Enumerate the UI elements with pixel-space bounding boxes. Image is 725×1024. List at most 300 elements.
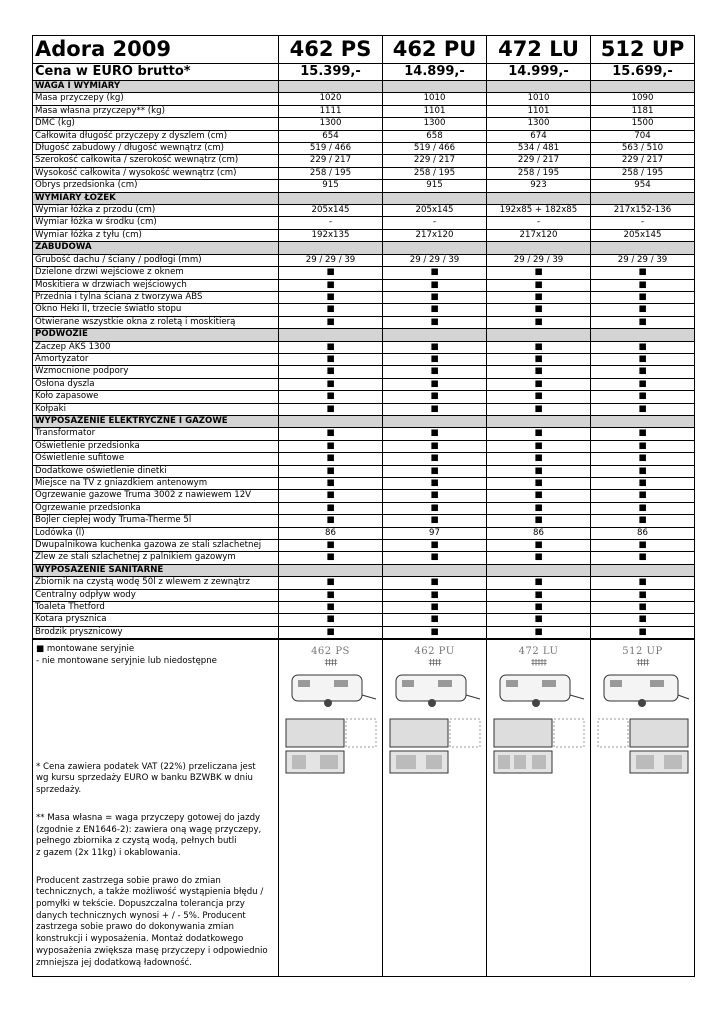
table-row bbox=[33, 167, 695, 179]
section-header-blank bbox=[487, 564, 591, 576]
standard-equipment-mark: ■ bbox=[383, 552, 487, 564]
standard-equipment-mark: ■ bbox=[383, 279, 487, 291]
table-row bbox=[33, 105, 695, 117]
standard-equipment-mark: ■ bbox=[279, 614, 383, 626]
row-value: 519 / 466 bbox=[279, 143, 383, 155]
persons-icon: ‡‡‡‡‡ bbox=[531, 658, 546, 668]
standard-equipment-mark: ■ bbox=[591, 366, 695, 378]
standard-equipment-mark: ■ bbox=[591, 602, 695, 614]
standard-equipment-mark: ■ bbox=[487, 391, 591, 403]
row-label: Bojler ciepłej wody Truma-Therme 5l bbox=[33, 515, 279, 527]
table-row bbox=[33, 391, 695, 403]
table-row bbox=[33, 453, 695, 465]
layout-label: 472 LU bbox=[518, 646, 559, 658]
row-value: 229 / 217 bbox=[279, 155, 383, 167]
table-row bbox=[33, 465, 695, 477]
standard-equipment-mark: ■ bbox=[591, 515, 695, 527]
row-label: Toaleta Thetford bbox=[33, 602, 279, 614]
section-header-blank bbox=[383, 81, 487, 93]
standard-equipment-mark: ■ bbox=[279, 353, 383, 365]
row-label: Wzmocnione podpory bbox=[33, 366, 279, 378]
row-label: Amortyzator bbox=[33, 353, 279, 365]
row-value: 1020 bbox=[279, 93, 383, 105]
row-value: 258 / 195 bbox=[383, 167, 487, 179]
section-header-row bbox=[33, 81, 695, 93]
table-row bbox=[33, 304, 695, 316]
section-header-blank bbox=[279, 242, 383, 254]
standard-equipment-mark: ■ bbox=[383, 614, 487, 626]
standard-equipment-mark: ■ bbox=[383, 304, 487, 316]
row-value: 217x120 bbox=[383, 229, 487, 241]
section-header-blank bbox=[591, 242, 695, 254]
section-title: WYPOSAŻENIE ELEKTRYCZNE I GAZOWE bbox=[33, 415, 279, 427]
section-title: ZABUDOWA bbox=[33, 242, 279, 254]
standard-equipment-mark: ■ bbox=[279, 540, 383, 552]
row-value: 217x120 bbox=[487, 229, 591, 241]
standard-equipment-mark: ■ bbox=[279, 626, 383, 638]
row-value: 1181 bbox=[591, 105, 695, 117]
layout-cell-472lu bbox=[487, 640, 591, 977]
standard-equipment-mark: ■ bbox=[591, 614, 695, 626]
row-value: 1500 bbox=[591, 118, 695, 130]
section-header-blank bbox=[591, 192, 695, 204]
row-label: Zaczep AKS 1300 bbox=[33, 341, 279, 353]
section-header-row bbox=[33, 329, 695, 341]
standard-equipment-mark: ■ bbox=[279, 552, 383, 564]
row-value: 29 / 29 / 39 bbox=[591, 254, 695, 266]
section-header-blank bbox=[383, 415, 487, 427]
row-value: 258 / 195 bbox=[591, 167, 695, 179]
row-value: 29 / 29 / 39 bbox=[487, 254, 591, 266]
standard-equipment-mark: ■ bbox=[487, 502, 591, 514]
row-value: 258 / 195 bbox=[279, 167, 383, 179]
layout-label: 512 UP bbox=[622, 646, 663, 658]
standard-equipment-mark: ■ bbox=[591, 403, 695, 415]
row-label: Wymiar łóżka z przodu (cm) bbox=[33, 205, 279, 217]
standard-equipment-mark: ■ bbox=[487, 540, 591, 552]
standard-equipment-mark: ■ bbox=[487, 465, 591, 477]
persons-icon: ‡‡‡‡ bbox=[636, 658, 649, 668]
model-header-462ps: 462 PS bbox=[279, 36, 383, 64]
table-row bbox=[33, 291, 695, 303]
table-row bbox=[33, 143, 695, 155]
standard-equipment-mark: ■ bbox=[383, 341, 487, 353]
row-label: Oświetlenie sufitowe bbox=[33, 453, 279, 465]
section-header-blank bbox=[487, 329, 591, 341]
layout-cell-462pu bbox=[383, 640, 487, 977]
standard-equipment-mark: ■ bbox=[383, 478, 487, 490]
price-value: 14.999,- bbox=[487, 64, 591, 81]
table-row bbox=[33, 614, 695, 626]
row-label: Osłona dyszla bbox=[33, 378, 279, 390]
table-row bbox=[33, 490, 695, 502]
row-label: Koło zapasowe bbox=[33, 391, 279, 403]
standard-equipment-mark: ■ bbox=[383, 602, 487, 614]
standard-equipment-mark: ■ bbox=[487, 626, 591, 638]
standard-equipment-mark: ■ bbox=[487, 403, 591, 415]
row-label: Masa własna przyczepy** (kg) bbox=[33, 105, 279, 117]
standard-equipment-mark: ■ bbox=[279, 279, 383, 291]
standard-equipment-mark: ■ bbox=[487, 304, 591, 316]
row-label: Brodzik prysznicowy bbox=[33, 626, 279, 638]
row-value: 563 / 510 bbox=[591, 143, 695, 155]
row-label: Ogrzewanie przedsionka bbox=[33, 502, 279, 514]
row-label: Kotara prysznica bbox=[33, 614, 279, 626]
layout-label: 462 PS bbox=[311, 646, 350, 658]
row-value: 954 bbox=[591, 180, 695, 192]
table-row bbox=[33, 118, 695, 130]
table-row bbox=[33, 602, 695, 614]
row-value: 1090 bbox=[591, 93, 695, 105]
section-title: WAGA I WYMIARY bbox=[33, 81, 279, 93]
row-value: 534 / 481 bbox=[487, 143, 591, 155]
section-header-blank bbox=[487, 415, 591, 427]
row-label: Długość zabudowy / długość wewnątrz (cm) bbox=[33, 143, 279, 155]
standard-equipment-mark: ■ bbox=[591, 378, 695, 390]
row-value: 29 / 29 / 39 bbox=[279, 254, 383, 266]
caravan-floorplan-image bbox=[596, 667, 690, 777]
section-header-blank bbox=[487, 242, 591, 254]
layout-label: 462 PU bbox=[414, 646, 455, 658]
standard-equipment-mark: ■ bbox=[591, 440, 695, 452]
standard-equipment-mark: ■ bbox=[383, 403, 487, 415]
standard-equipment-mark: ■ bbox=[279, 478, 383, 490]
section-header-blank bbox=[383, 329, 487, 341]
standard-equipment-mark: ■ bbox=[383, 366, 487, 378]
row-label: Otwierane wszystkie okna z roletą i moskitierą bbox=[33, 316, 279, 328]
disclaimer-note: Producent zastrzega sobie prawo do zmian technicznych, a także możliwość wystąpienia błędu / pomyłki w tekście. Dopuszczalna tolerancja przy danych technicznych wynosi + / - 5%. Producent zastrzega sobie prawo do dokonywania zmian konstrukcji i wyposażenia. Montaż dodatkowego wyposażenia zwiększa masę przyczepy i odpowiednio zmniejsza jej dodatkową ładowność. bbox=[36, 875, 268, 968]
section-header-blank bbox=[279, 81, 383, 93]
table-row bbox=[33, 440, 695, 452]
row-value: 923 bbox=[487, 180, 591, 192]
table-row bbox=[33, 403, 695, 415]
table-row bbox=[33, 353, 695, 365]
standard-equipment-mark: ■ bbox=[591, 577, 695, 589]
row-label: DMC (kg) bbox=[33, 118, 279, 130]
standard-equipment-mark: ■ bbox=[591, 391, 695, 403]
row-value: 1101 bbox=[383, 105, 487, 117]
section-header-row bbox=[33, 242, 695, 254]
standard-equipment-mark: ■ bbox=[279, 602, 383, 614]
row-label: Miejsce na TV z gniazdkiem antenowym bbox=[33, 478, 279, 490]
standard-equipment-mark: ■ bbox=[591, 279, 695, 291]
standard-equipment-mark: ■ bbox=[279, 316, 383, 328]
row-value: 654 bbox=[279, 130, 383, 142]
standard-equipment-mark: ■ bbox=[487, 577, 591, 589]
section-title: WYPOSAŻENIE SANITARNE bbox=[33, 564, 279, 576]
table-row bbox=[33, 217, 695, 229]
row-value: 86 bbox=[279, 527, 383, 539]
section-title: WYMIARY ŁÓŻEK bbox=[33, 192, 279, 204]
notes-cell bbox=[33, 640, 279, 977]
standard-equipment-mark: ■ bbox=[487, 428, 591, 440]
table-row bbox=[33, 366, 695, 378]
table-row bbox=[33, 341, 695, 353]
standard-equipment-mark: ■ bbox=[487, 279, 591, 291]
standard-equipment-mark: ■ bbox=[487, 341, 591, 353]
row-label: Dwupalnikowa kuchenka gazowa ze stali szlachetnej bbox=[33, 540, 279, 552]
row-value: 86 bbox=[591, 527, 695, 539]
table-row bbox=[33, 130, 695, 142]
standard-equipment-mark: ■ bbox=[383, 502, 487, 514]
row-value: 205x145 bbox=[591, 229, 695, 241]
standard-equipment-mark: ■ bbox=[279, 465, 383, 477]
footer-table bbox=[32, 639, 695, 977]
standard-equipment-mark: ■ bbox=[383, 465, 487, 477]
standard-equipment-mark: ■ bbox=[591, 453, 695, 465]
section-header-row bbox=[33, 192, 695, 204]
section-header-blank bbox=[383, 564, 487, 576]
row-value: 1101 bbox=[487, 105, 591, 117]
model-header-472lu: 472 LU bbox=[487, 36, 591, 64]
spec-table bbox=[32, 35, 695, 639]
row-label: Wymiar łóżka w środku (cm) bbox=[33, 217, 279, 229]
table-row bbox=[33, 316, 695, 328]
standard-equipment-mark: ■ bbox=[487, 602, 591, 614]
standard-equipment-mark: ■ bbox=[383, 453, 487, 465]
standard-equipment-mark: ■ bbox=[279, 304, 383, 316]
row-value: 1010 bbox=[487, 93, 591, 105]
table-row bbox=[33, 478, 695, 490]
table-row bbox=[33, 229, 695, 241]
standard-equipment-mark: ■ bbox=[383, 626, 487, 638]
row-value: 229 / 217 bbox=[383, 155, 487, 167]
standard-equipment-mark: ■ bbox=[383, 577, 487, 589]
row-label: Transformator bbox=[33, 428, 279, 440]
standard-equipment-mark: ■ bbox=[383, 391, 487, 403]
standard-equipment-mark: ■ bbox=[591, 626, 695, 638]
row-label: Wysokość całkowita / wysokość wewnątrz (cm) bbox=[33, 167, 279, 179]
price-label: Cena w EURO brutto* bbox=[33, 64, 279, 81]
standard-equipment-mark: ■ bbox=[383, 540, 487, 552]
price-value: 14.899,- bbox=[383, 64, 487, 81]
section-header-row bbox=[33, 415, 695, 427]
standard-equipment-mark: ■ bbox=[279, 341, 383, 353]
caravan-floorplan-image bbox=[284, 667, 378, 777]
row-label: Wymiar łóżka z tyłu (cm) bbox=[33, 229, 279, 241]
table-row bbox=[33, 515, 695, 527]
standard-equipment-mark: ■ bbox=[279, 453, 383, 465]
table-row bbox=[33, 378, 695, 390]
table-row bbox=[33, 254, 695, 266]
persons-icon: ‡‡‡‡ bbox=[428, 658, 441, 668]
standard-equipment-mark: ■ bbox=[487, 453, 591, 465]
row-value: - bbox=[487, 217, 591, 229]
row-label: Centralny odpływ wody bbox=[33, 589, 279, 601]
standard-equipment-mark: ■ bbox=[279, 267, 383, 279]
row-value: 229 / 217 bbox=[487, 155, 591, 167]
row-value: 205x145 bbox=[383, 205, 487, 217]
standard-equipment-mark: ■ bbox=[591, 465, 695, 477]
standard-equipment-mark: ■ bbox=[487, 316, 591, 328]
row-value: 229 / 217 bbox=[591, 155, 695, 167]
row-value: 519 / 466 bbox=[383, 143, 487, 155]
standard-equipment-mark: ■ bbox=[279, 577, 383, 589]
table-row bbox=[33, 577, 695, 589]
standard-equipment-mark: ■ bbox=[591, 502, 695, 514]
model-header-512up: 512 UP bbox=[591, 36, 695, 64]
standard-equipment-mark: ■ bbox=[487, 267, 591, 279]
row-label: Masa przyczepy (kg) bbox=[33, 93, 279, 105]
standard-equipment-mark: ■ bbox=[279, 378, 383, 390]
row-label: Oświetlenie przedsionka bbox=[33, 440, 279, 452]
standard-equipment-mark: ■ bbox=[591, 428, 695, 440]
standard-equipment-mark: ■ bbox=[487, 440, 591, 452]
standard-equipment-mark: ■ bbox=[383, 490, 487, 502]
standard-equipment-mark: ■ bbox=[279, 440, 383, 452]
section-header-blank bbox=[279, 564, 383, 576]
standard-equipment-mark: ■ bbox=[383, 589, 487, 601]
row-value: 915 bbox=[279, 180, 383, 192]
section-header-blank bbox=[487, 81, 591, 93]
row-value: 658 bbox=[383, 130, 487, 142]
layout-cell-512up bbox=[591, 640, 695, 977]
section-title: PODWOZIE bbox=[33, 329, 279, 341]
row-value: - bbox=[279, 217, 383, 229]
standard-equipment-mark: ■ bbox=[591, 490, 695, 502]
section-header-row bbox=[33, 564, 695, 576]
standard-equipment-mark: ■ bbox=[487, 366, 591, 378]
row-value: 86 bbox=[487, 527, 591, 539]
standard-equipment-mark: ■ bbox=[591, 267, 695, 279]
standard-equipment-mark: ■ bbox=[487, 589, 591, 601]
standard-equipment-mark: ■ bbox=[487, 378, 591, 390]
standard-equipment-mark: ■ bbox=[383, 440, 487, 452]
row-value: 29 / 29 / 39 bbox=[383, 254, 487, 266]
table-row bbox=[33, 527, 695, 539]
standard-equipment-mark: ■ bbox=[487, 490, 591, 502]
standard-equipment-mark: ■ bbox=[591, 304, 695, 316]
legend-not-standard: - nie montowane seryjnie lub niedostępne bbox=[36, 655, 217, 666]
section-header-blank bbox=[383, 242, 487, 254]
standard-equipment-mark: ■ bbox=[383, 515, 487, 527]
caravan-floorplan-image bbox=[388, 667, 482, 777]
price-value: 15.699,- bbox=[591, 64, 695, 81]
table-row bbox=[33, 589, 695, 601]
row-value: 1300 bbox=[487, 118, 591, 130]
standard-equipment-mark: ■ bbox=[279, 515, 383, 527]
section-header-blank bbox=[591, 329, 695, 341]
standard-equipment-mark: ■ bbox=[383, 353, 487, 365]
standard-equipment-mark: ■ bbox=[383, 267, 487, 279]
row-label: Grubość dachu / ściany / podłogi (mm) bbox=[33, 254, 279, 266]
row-label: Kołpaki bbox=[33, 403, 279, 415]
vat-note: * Cena zawiera podatek VAT (22%) przeliczana jest wg kursu sprzedaży EURO w banku BZWBK w dniu sprzedaży. bbox=[36, 761, 256, 796]
section-header-blank bbox=[591, 81, 695, 93]
row-label: Okno Heki II, trzecie światło stopu bbox=[33, 304, 279, 316]
table-row bbox=[33, 93, 695, 105]
model-header-462pu: 462 PU bbox=[383, 36, 487, 64]
standard-equipment-mark: ■ bbox=[591, 540, 695, 552]
standard-equipment-mark: ■ bbox=[487, 478, 591, 490]
row-value: 205x145 bbox=[279, 205, 383, 217]
standard-equipment-mark: ■ bbox=[591, 341, 695, 353]
standard-equipment-mark: ■ bbox=[487, 552, 591, 564]
standard-equipment-mark: ■ bbox=[591, 552, 695, 564]
row-label: Zbiornik na czystą wodę 50l z wlewem z zewnątrz bbox=[33, 577, 279, 589]
standard-equipment-mark: ■ bbox=[279, 403, 383, 415]
section-header-blank bbox=[279, 415, 383, 427]
table-row bbox=[33, 540, 695, 552]
row-label: Lodówka (l) bbox=[33, 527, 279, 539]
table-row bbox=[33, 279, 695, 291]
section-header-blank bbox=[279, 329, 383, 341]
row-label: Moskitiera w drzwiach wejściowych bbox=[33, 279, 279, 291]
standard-equipment-mark: ■ bbox=[279, 502, 383, 514]
price-row bbox=[33, 64, 695, 81]
spec-sheet bbox=[32, 35, 694, 977]
standard-equipment-mark: ■ bbox=[487, 614, 591, 626]
row-label: Ogrzewanie gazowe Truma 3002 z nawiewem 12V bbox=[33, 490, 279, 502]
standard-equipment-mark: ■ bbox=[591, 316, 695, 328]
row-value: 1010 bbox=[383, 93, 487, 105]
section-header-blank bbox=[487, 192, 591, 204]
standard-equipment-mark: ■ bbox=[383, 428, 487, 440]
legend-standard: ■ montowane seryjnie bbox=[36, 644, 135, 655]
row-value: 97 bbox=[383, 527, 487, 539]
table-row bbox=[33, 502, 695, 514]
section-header-blank bbox=[591, 415, 695, 427]
standard-equipment-mark: ■ bbox=[591, 291, 695, 303]
standard-equipment-mark: ■ bbox=[279, 490, 383, 502]
table-row bbox=[33, 552, 695, 564]
price-value: 15.399,- bbox=[279, 64, 383, 81]
row-value: 704 bbox=[591, 130, 695, 142]
standard-equipment-mark: ■ bbox=[383, 291, 487, 303]
table-row bbox=[33, 428, 695, 440]
row-value: 192x85 + 182x85 bbox=[487, 205, 591, 217]
row-value: 915 bbox=[383, 180, 487, 192]
title-row bbox=[33, 36, 695, 64]
row-value: 192x135 bbox=[279, 229, 383, 241]
standard-equipment-mark: ■ bbox=[591, 589, 695, 601]
standard-equipment-mark: ■ bbox=[383, 378, 487, 390]
layout-cell-462ps bbox=[279, 640, 383, 977]
standard-equipment-mark: ■ bbox=[279, 428, 383, 440]
row-value: 1111 bbox=[279, 105, 383, 117]
standard-equipment-mark: ■ bbox=[279, 391, 383, 403]
section-header-blank bbox=[383, 192, 487, 204]
table-row bbox=[33, 626, 695, 638]
row-value: 217x152-136 bbox=[591, 205, 695, 217]
row-value: 674 bbox=[487, 130, 591, 142]
row-label: Całkowita długość przyczepy z dyszlem (cm) bbox=[33, 130, 279, 142]
row-label: Zlew ze stali szlachetnej z palnikiem gazowym bbox=[33, 552, 279, 564]
table-row bbox=[33, 267, 695, 279]
row-value: 1300 bbox=[383, 118, 487, 130]
row-label: Dzielone drzwi wejściowe z oknem bbox=[33, 267, 279, 279]
standard-equipment-mark: ■ bbox=[591, 353, 695, 365]
row-value: - bbox=[383, 217, 487, 229]
row-value: 1300 bbox=[279, 118, 383, 130]
row-label: Dodatkowe oświetlenie dinetki bbox=[33, 465, 279, 477]
standard-equipment-mark: ■ bbox=[487, 353, 591, 365]
document-title: Adora 2009 bbox=[33, 36, 279, 64]
standard-equipment-mark: ■ bbox=[383, 316, 487, 328]
caravan-floorplan-image bbox=[492, 667, 586, 777]
mass-note: ** Masa własna = waga przyczepy gotowej do jazdy (zgodnie z EN1646-2): zawiera oną wagę przyczepy, pełnego zbiornika z czystą wodą, pełnych butli z gazem (2x 11kg) i okablowania. bbox=[36, 812, 262, 858]
row-label: Przednia i tylna ściana z tworzywa ABS bbox=[33, 291, 279, 303]
standard-equipment-mark: ■ bbox=[487, 515, 591, 527]
standard-equipment-mark: ■ bbox=[279, 589, 383, 601]
table-row bbox=[33, 155, 695, 167]
section-header-blank bbox=[279, 192, 383, 204]
standard-equipment-mark: ■ bbox=[279, 366, 383, 378]
standard-equipment-mark: ■ bbox=[591, 478, 695, 490]
row-label: Szerokość całkowita / szerokość wewnątrz (cm) bbox=[33, 155, 279, 167]
table-row bbox=[33, 205, 695, 217]
persons-icon: ‡‡‡‡ bbox=[324, 658, 337, 668]
